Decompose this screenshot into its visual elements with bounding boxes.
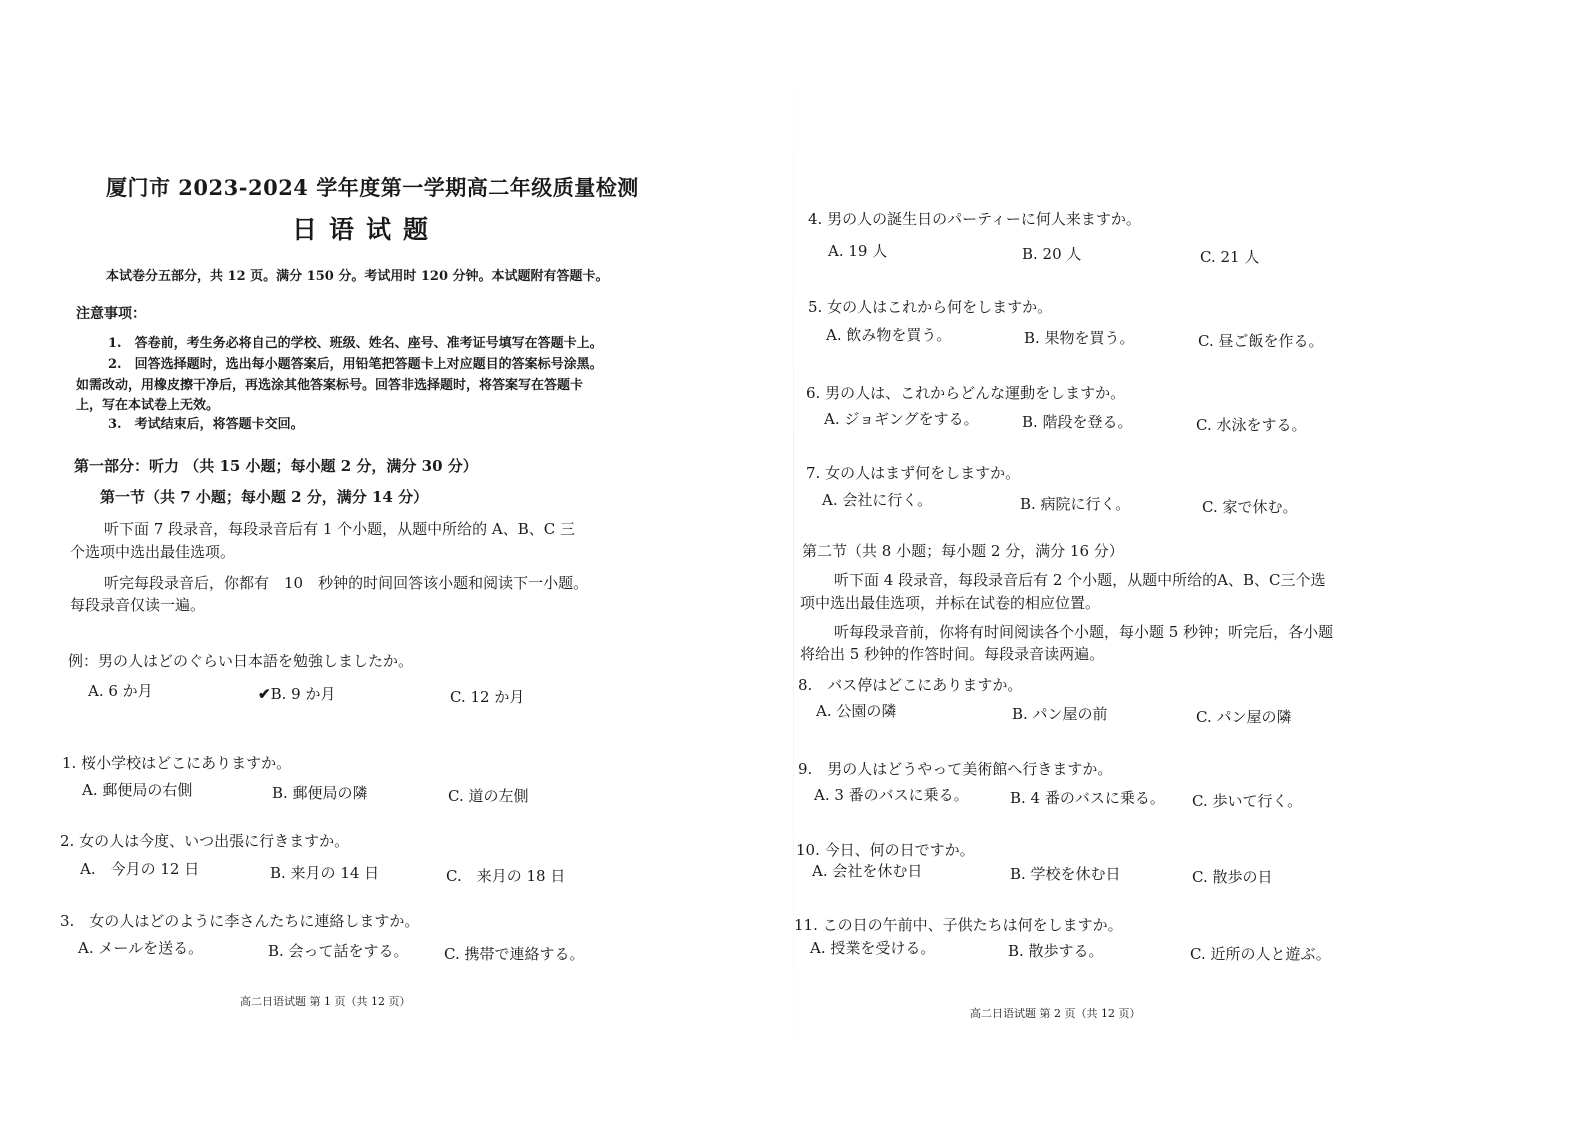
option-c: C. 近所の人と遊ぶ。 (1190, 945, 1331, 963)
question-7: 7. 女の人はまず何をしますか。 (806, 464, 1021, 482)
option-a: A. 会社に行く。 (822, 491, 933, 509)
option-a: A. 飲み物を買う。 (826, 326, 952, 344)
part1-heading: 第一部分：听力 （共 15 小题；每小题 2 分，满分 30 分） (74, 457, 478, 475)
option-c: C. 歩いて行く。 (1192, 792, 1303, 810)
option-a: A. メールを送る。 (78, 939, 204, 957)
option-b: B. 4 番のバスに乗る。 (1010, 789, 1165, 807)
option-c: C. 水泳をする。 (1196, 416, 1307, 434)
question-11: 11. この日の午前中、子供たちは何をしますか。 (794, 916, 1123, 934)
question-4: 4. 男の人の誕生日のパーティーに何人来ますか。 (808, 210, 1141, 228)
question-10: 10. 今日、何の日ですか。 (796, 841, 975, 859)
option-a: A. 会社を休む日 (812, 862, 923, 880)
option-a: A. 今月の 12 日 (80, 860, 200, 878)
note-line: 如需改动，用橡皮擦干净后，再选涂其他答案标号。回答非选择题时，将答案写在答题卡 (76, 378, 584, 393)
option-a: A. 授業を受ける。 (810, 939, 936, 957)
option-c: C. 来月の 18 日 (446, 867, 566, 885)
question-5: 5. 女の人はこれから何をしますか。 (808, 298, 1053, 316)
question-6: 6. 男の人は、これからどんな運動をしますか。 (806, 384, 1126, 402)
option-b: B. 病院に行く。 (1020, 495, 1131, 513)
note-line: 上，写在本试卷上无效。 (76, 398, 220, 413)
section2-instruction: 项中选出最佳选项，并标在试卷的相应位置。 (800, 594, 1101, 612)
section1-instruction: 个选项中选出最佳选项。 (70, 543, 236, 561)
option-c: C. 道の左側 (448, 787, 529, 805)
section1-heading: 第一节（共 7 小题；每小题 2 分，满分 14 分） (100, 488, 429, 506)
option-a: A. 19 人 (828, 242, 888, 260)
option-a: A. 公園の隣 (816, 702, 897, 720)
option-c: C. 昼ご飯を作る。 (1198, 332, 1324, 350)
option-b: B. 学校を休む日 (1010, 865, 1121, 883)
option-b: B. 果物を買う。 (1024, 329, 1135, 347)
exam-subtitle: 日语试题 (292, 215, 441, 244)
option-b: B. 来月の 14 日 (270, 864, 380, 882)
option-a: A. 3 番のバスに乗る。 (814, 786, 969, 804)
option-b: B. パン屋の前 (1012, 705, 1108, 723)
exam-intro: 本试卷分五部分，共 12 页。满分 150 分。考试用时 120 分钟。本试题附有答题卡。 (106, 269, 609, 284)
question-3: 3. 女の人はどのように李さんたちに連絡しますか。 (60, 912, 420, 930)
option-b: B. 郵便局の隣 (272, 784, 368, 802)
question-9: 9. 男の人はどうやって美術館へ行きますか。 (798, 760, 1113, 778)
option-a: A. ジョギングをする。 (824, 410, 979, 428)
note-line: 2. 回答选择题时，选出每小题答案后，用铅笔把答题卡上对应题目的答案标号涂黑。 (108, 357, 603, 372)
option-b: B. 20 人 (1022, 245, 1082, 263)
option-b: B. 階段を登る。 (1022, 413, 1133, 431)
option-b: B. 会って話をする。 (268, 942, 409, 960)
example-option-b: ✔B. 9 か月 (258, 685, 336, 703)
note-line: 3. 考试结束后，将答题卡交回。 (108, 417, 304, 432)
option-c: C. 21 人 (1200, 248, 1260, 266)
option-c: C. 散歩の日 (1192, 868, 1273, 886)
option-c: C. パン屋の隣 (1196, 708, 1292, 726)
section2-instruction: 听下面 4 段录音，每段录音后有 2 个小题，从题中所给的A、B、C三个选 (834, 571, 1326, 589)
exam-page-2 (794, 0, 1588, 1123)
section1-instruction: 每段录音仅读一遍。 (70, 596, 206, 614)
notes-heading: 注意事项： (76, 306, 146, 322)
option-a: A. 郵便局の右側 (82, 781, 193, 799)
checkmark-icon: ✔ (258, 685, 271, 703)
option-b: B. 散歩する。 (1008, 942, 1104, 960)
example-option-c: C. 12 か月 (450, 688, 525, 706)
example-question: 例：男の人はどのぐらい日本語を勉強しましたか。 (68, 652, 414, 670)
option-c: C. 携帯で連絡する。 (444, 945, 585, 963)
page-footer: 高二日语试题 第 1 页（共 12 页） (240, 995, 411, 1008)
question-1: 1. 桜小学校はどこにありますか。 (62, 754, 292, 772)
exam-title: 厦门市 2023-2024 学年度第一学期高二年级质量检测 (106, 175, 639, 200)
section2-instruction: 将给出 5 秒钟的作答时间。每段录音读两遍。 (800, 645, 1105, 663)
example-option-a: A. 6 か月 (88, 682, 153, 700)
section2-heading: 第二节（共 8 小题；每小题 2 分，满分 16 分） (802, 542, 1124, 560)
section2-instruction: 听每段录音前，你将有时间阅读各个小题，每小题 5 秒钟；听完后，各小题 (834, 623, 1334, 641)
option-c: C. 家で休む。 (1202, 498, 1298, 516)
question-8: 8. バス停はどこにありますか。 (798, 676, 1023, 694)
section1-instruction: 听完每段录音后，你都有 10 秒钟的时间回答该小题和阅读下一小题。 (104, 574, 589, 592)
note-line: 1. 答卷前，考生务必将自己的学校、班级、姓名、座号、准考证号填写在答题卡上。 (108, 336, 603, 351)
page-footer: 高二日语试题 第 2 页（共 12 页） (970, 1007, 1141, 1020)
section1-instruction: 听下面 7 段录音，每段录音后有 1 个小题，从题中所给的 A、B、C 三 (104, 520, 576, 538)
question-2: 2. 女の人は今度、いつ出張に行きますか。 (60, 832, 350, 850)
